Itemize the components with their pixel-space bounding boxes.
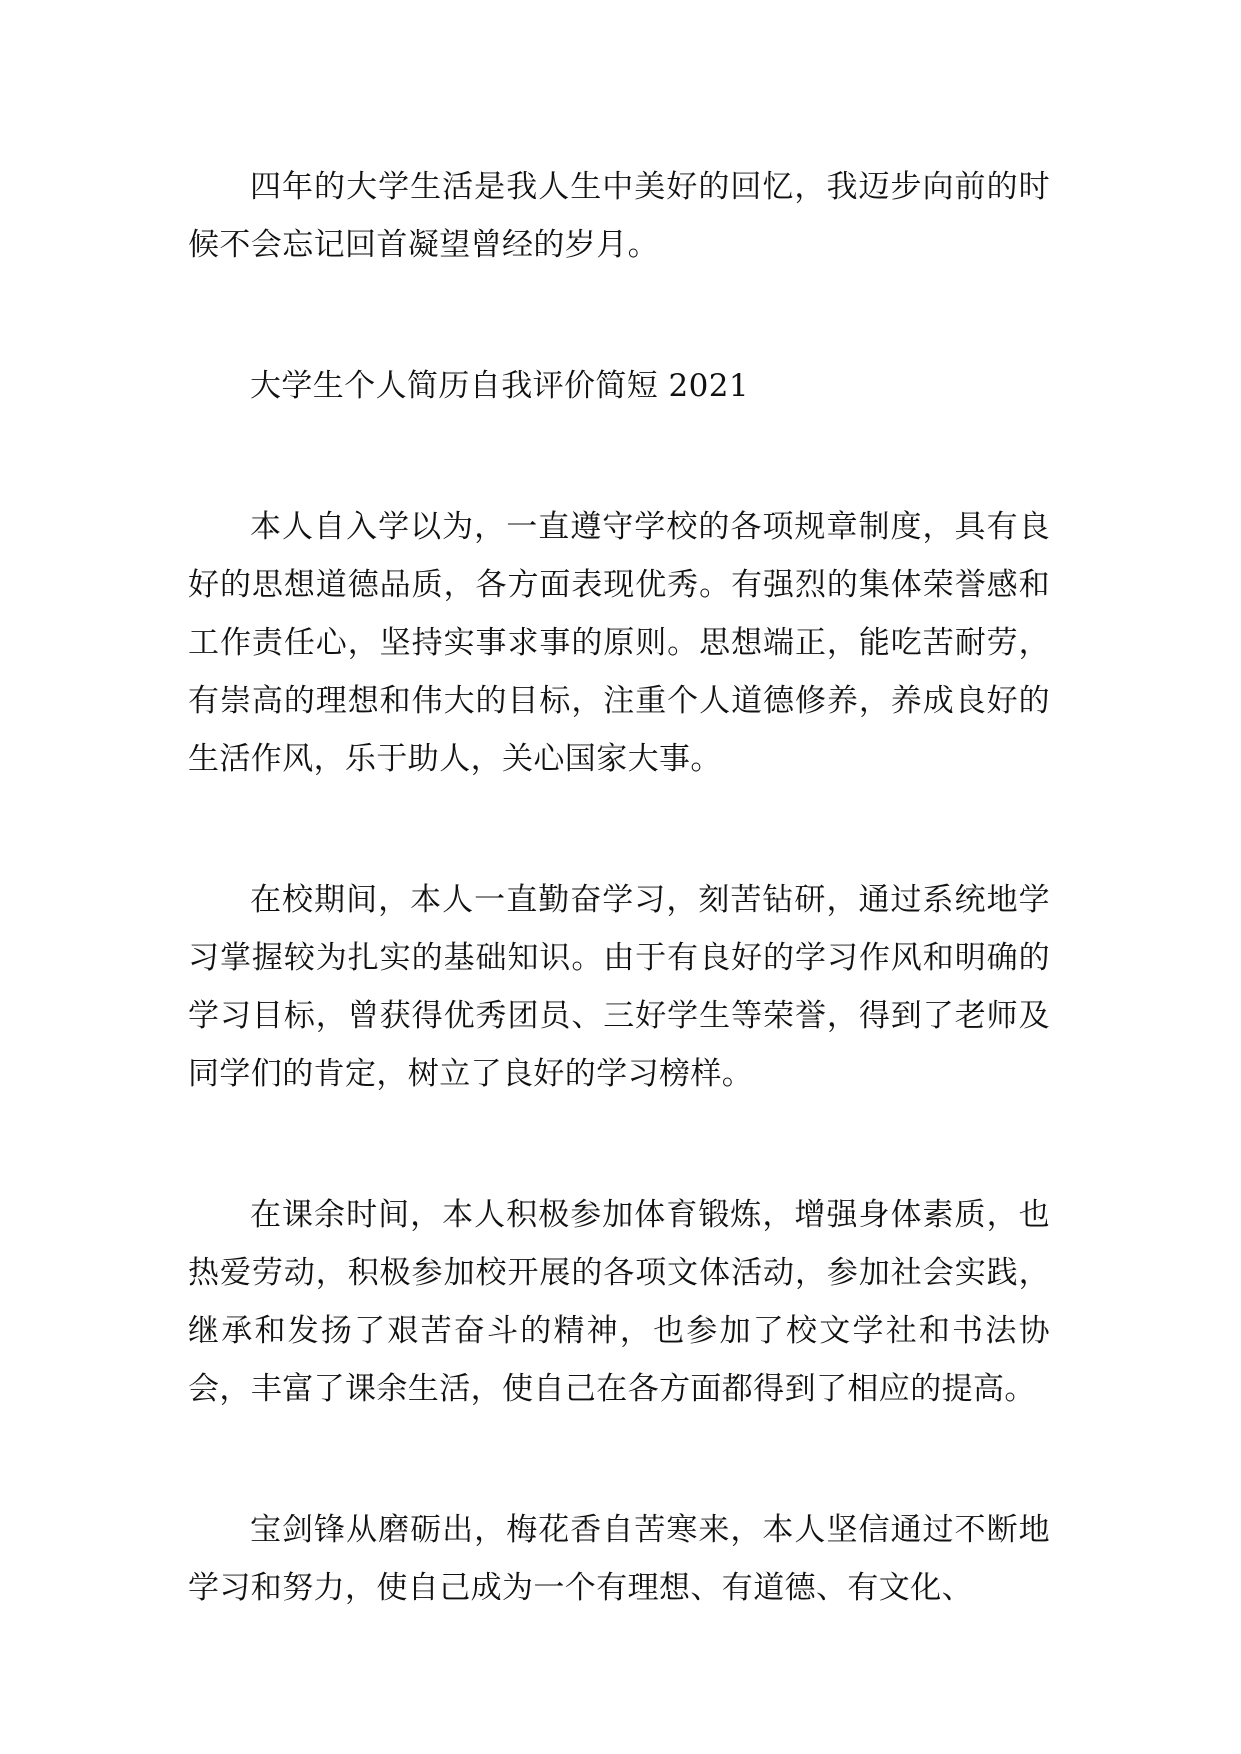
paragraph-character: 本人自入学以为，一直遵守学校的各项规章制度，具有良好的思想道德品质，各方面表现优秀。有强烈的集体荣誉感和工作责任心，坚持实事求事的原则。思想端正，能吃苦耐劳，有崇高的理想和伟大的目标，注重个人道德修养，养成良好的生活作风，乐于助人，关心国家大事。 [188, 509, 1050, 777]
document-body [188, 158, 1050, 1617]
paragraph-activities: 在课余时间，本人积极参加体育锻炼，增强身体素质，也热爱劳动，积极参加校开展的各项文体活动，参加社会实践，继承和发扬了艰苦奋斗的精神，也参加了校文学社和书法协会，丰富了课余生活，使自己在各方面都得到了相应的提高。 [188, 1197, 1050, 1407]
paragraph-closing: 宝剑锋从磨砺出，梅花香自苦寒来，本人坚信通过不断地学习和努力，使自己成为一个有理想、有道德、有文化、 [188, 1512, 1050, 1606]
paragraph-study: 在校期间，本人一直勤奋学习，刻苦钻研，通过系统地学习掌握较为扎实的基础知识。由于有良好的学习作风和明确的学习目标，曾获得优秀团员、三好学生等荣誉，得到了老师及同学们的肯定，树立了良好的学习榜样。 [188, 882, 1050, 1092]
paragraph-memories: 四年的大学生活是我人生中美好的回忆，我迈步向前的时候不会忘记回首凝望曾经的岁月。 [188, 169, 1050, 263]
section-heading: 大学生个人简历自我评价简短 2021 [250, 368, 749, 404]
